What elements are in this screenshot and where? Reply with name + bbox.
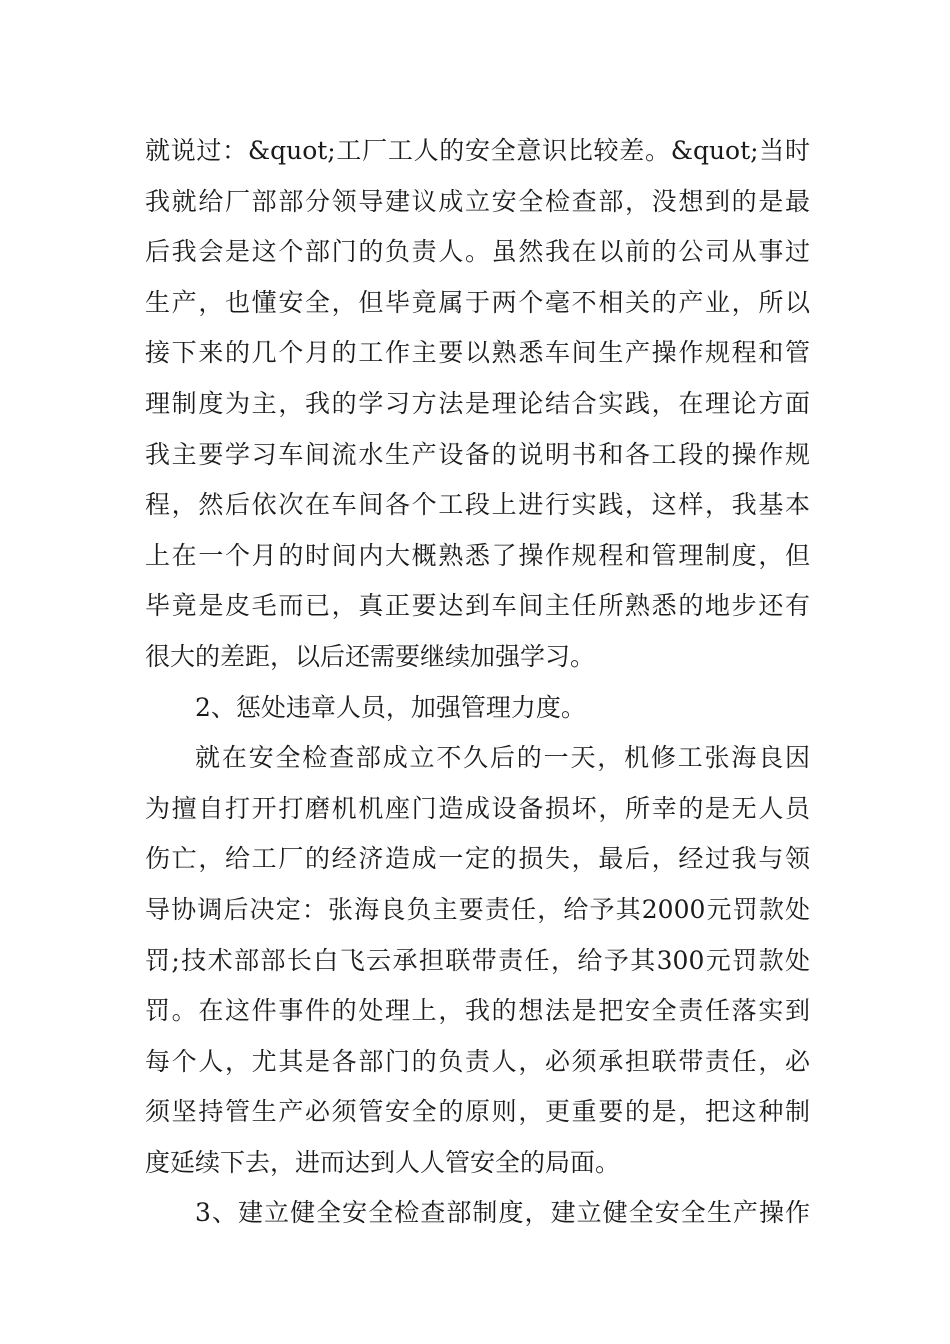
text-line: 就说过：&quot;工厂工人的安全意识比较差。&quot;当时 bbox=[145, 136, 810, 165]
body-text bbox=[145, 126, 810, 1239]
section-heading: 3、建立健全安全检查部制度，建立健全安全生产操作 bbox=[195, 1198, 810, 1228]
text-line: 接下来的几个月的工作主要以熟悉车间生产操作规程和管 bbox=[145, 338, 810, 368]
text-line: 程，然后依次在车间各个工段上进行实践，这样，我基本 bbox=[145, 490, 810, 520]
text-line: 导协调后决定：张海良负主要责任，给予其2000元罚款处 bbox=[145, 894, 810, 924]
text-line: 生产，也懂安全，但毕竟属于两个毫不相关的产业，所以 bbox=[145, 287, 810, 317]
text-line: 为擅自打开打磨机机座门造成设备损坏，所幸的是无人员 bbox=[145, 793, 810, 823]
text-line: 每个人，尤其是各部门的负责人，必须承担联带责任，必 bbox=[145, 1046, 810, 1076]
text-line: 我就给厂部部分领导建议成立安全检查部，没想到的是最 bbox=[145, 186, 810, 216]
text-line: 度延续下去，进而达到人人管安全的局面。 bbox=[145, 1147, 621, 1177]
text-line: 上在一个月的时间内大概熟悉了操作规程和管理制度，但 bbox=[145, 540, 810, 570]
text-line: 我主要学习车间流水生产设备的说明书和各工段的操作规 bbox=[145, 439, 810, 469]
text-line: 很大的差距，以后还需要继续加强学习。 bbox=[145, 641, 596, 671]
text-line: 罚。在这件事件的处理上，我的想法是把安全责任落实到 bbox=[145, 996, 810, 1026]
text-line: 毕竟是皮毛而已，真正要达到车间主任所熟悉的地步还有 bbox=[145, 591, 810, 621]
text-line: 须坚持管生产必须管安全的原则，更重要的是，把这种制 bbox=[145, 1097, 810, 1127]
text-line: 后我会是这个部门的负责人。虽然我在以前的公司从事过 bbox=[145, 237, 810, 267]
text-line: 就在安全检查部成立不久后的一天，机修工张海良因 bbox=[195, 743, 810, 773]
text-line: 理制度为主，我的学习方法是理论结合实践，在理论方面 bbox=[145, 388, 810, 418]
text-line: 伤亡，给工厂的经济造成一定的损失，最后，经过我与领 bbox=[145, 844, 810, 874]
text-line: 罚;技术部部长白飞云承担联带责任，给予其300元罚款处 bbox=[145, 945, 810, 975]
section-heading: 2、惩处违章人员，加强管理力度。 bbox=[195, 692, 586, 722]
